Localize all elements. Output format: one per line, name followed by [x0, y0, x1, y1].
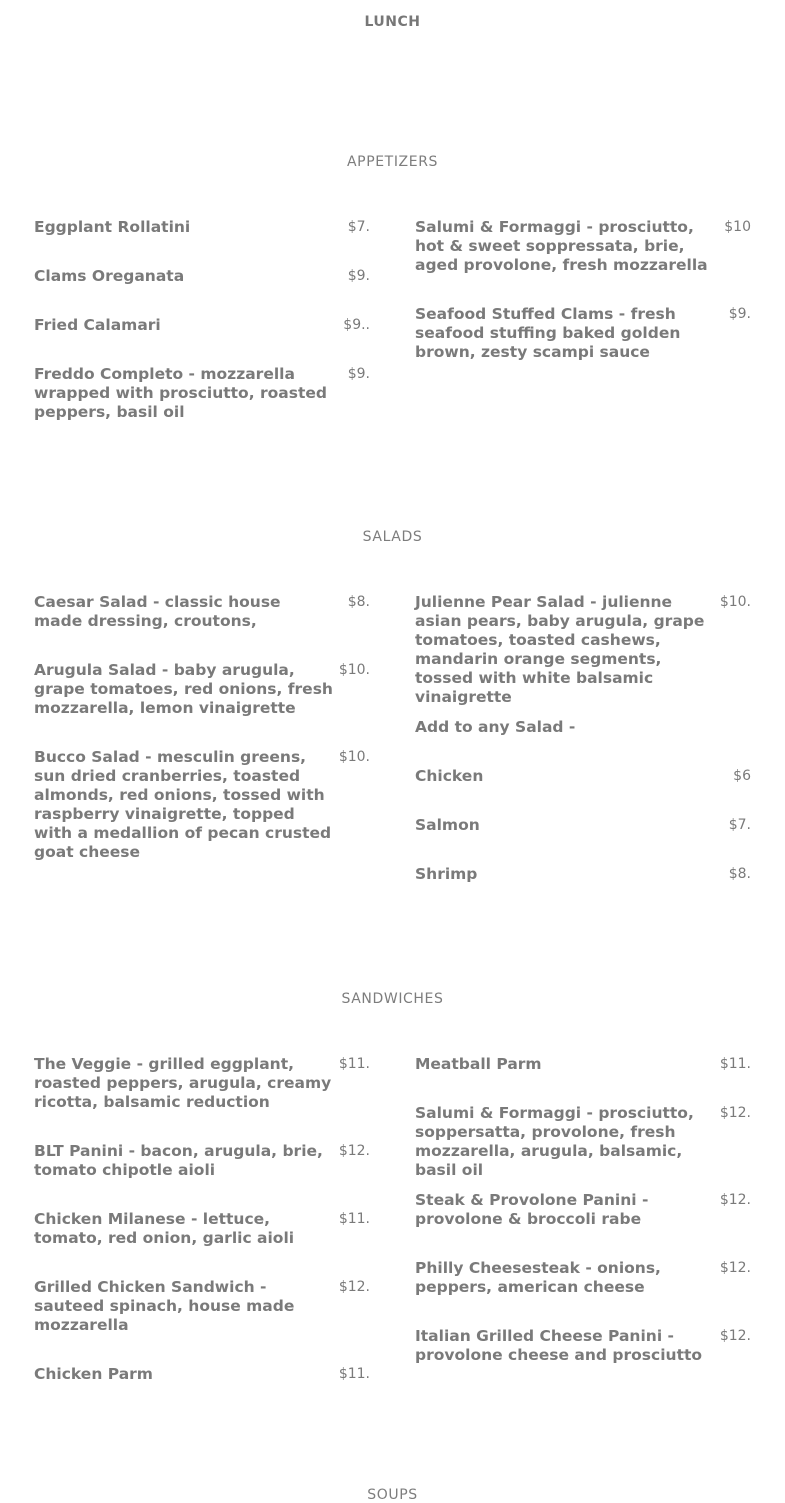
menu-item-name: Chicken Parm [34, 1365, 153, 1383]
menu-item [34, 1210, 370, 1248]
menu-item-price: $7. [728, 817, 751, 833]
menu-item-price: $9.. [343, 317, 370, 333]
menu-item [415, 1327, 751, 1365]
menu-item [34, 365, 370, 422]
menu-item-name: Bucco Salad - mesculin greens, sun dried cranberries, toasted almonds, red onions, tossed with raspberry vinaigrette, topped with a medallion of pecan crusted goat cheese [34, 748, 332, 861]
menu-item-name: Meatball Parm [415, 1055, 542, 1073]
menu-item [415, 718, 751, 737]
menu-item-price: $12. [338, 1279, 370, 1295]
menu-item-price: $9. [728, 306, 751, 322]
menu-item [415, 305, 751, 362]
menu-item-name: Eggplant Rollatini [34, 218, 191, 236]
menu-item [415, 218, 751, 275]
menu-item-name: Caesar Salad - classic house made dressing, croutons, [34, 593, 281, 630]
menu-item-price: $10 [724, 219, 751, 235]
menu-item-price: $12. [719, 1260, 751, 1276]
menu-item [34, 1365, 370, 1384]
section-heading-soups: SOUPS [367, 1487, 418, 1503]
menu-item-price: $8. [728, 866, 751, 882]
menu-item-price: $11. [338, 1366, 370, 1382]
menu-item-price: $10. [338, 749, 370, 765]
menu-item [34, 1278, 370, 1335]
section-heading-appetizers: APPETIZERS [346, 154, 439, 170]
menu-item [415, 593, 751, 707]
menu-item [34, 661, 370, 718]
menu-item-price: $12. [719, 1192, 751, 1208]
menu-item-name: Steak & Provolone Panini - provolone & broccoli rabe [415, 1191, 649, 1228]
section-heading-salads: SALADS [362, 529, 423, 545]
menu-item-price: $11. [719, 1056, 751, 1072]
menu-item [415, 816, 751, 835]
menu-item [34, 1055, 370, 1112]
section-heading-sandwiches: SANDWICHES [341, 991, 444, 1007]
menu-item [415, 865, 751, 884]
menu-item-name: Shrimp [415, 865, 478, 883]
menu-item-name: Seafood Stuffed Clams - fresh seafood stuffing baked golden brown, zesty scampi sauce [415, 305, 681, 361]
menu-item-name: Salumi & Formaggi - prosciutto, hot & sweet soppressata, brie, aged provolone, fresh mozzarella [415, 218, 708, 274]
menu-item-price: $8. [347, 594, 370, 610]
menu-item-price: $9. [347, 268, 370, 284]
menu-item [34, 593, 370, 631]
menu-item [34, 316, 370, 335]
menu-item-price: $6 [733, 768, 751, 784]
menu-item [34, 218, 370, 237]
menu-item-name: Salmon [415, 816, 480, 834]
menu-item-name: Grilled Chicken Sandwich - sauteed spinach, house made mozzarella [34, 1278, 295, 1334]
menu-item [34, 267, 370, 286]
menu-item-price: $12. [719, 1328, 751, 1344]
page-title: LUNCH [364, 14, 421, 30]
menu-item-price: $11. [338, 1056, 370, 1072]
menu-item [415, 1055, 751, 1074]
menu-item-name: Salumi & Formaggi - prosciutto, soppersatta, provolone, fresh mozzarella, arugula, balsamic, basil oil [415, 1104, 694, 1179]
menu-item-price: $10. [719, 594, 751, 610]
menu-item-name: Fried Calamari [34, 316, 161, 334]
menu-item-price: $11. [338, 1211, 370, 1227]
menu-item-price: $12. [719, 1105, 751, 1121]
menu-item-name: Philly Cheesesteak - onions, peppers, american cheese [415, 1259, 661, 1296]
menu-item [415, 1259, 751, 1297]
menu-item-name: Add to any Salad - [415, 718, 576, 736]
menu-item-name: Arugula Salad - baby arugula, grape tomatoes, red onions, fresh mozzarella, lemon vinaigrette [34, 661, 333, 717]
menu-item-name: Chicken [415, 767, 484, 785]
menu-item [34, 748, 370, 862]
menu-item-price: $12. [338, 1143, 370, 1159]
menu-item-name: Clams Oreganata [34, 267, 185, 285]
menu-item [415, 1104, 751, 1180]
menu-item-price: $10. [338, 662, 370, 678]
menu-item-name: BLT Panini - bacon, arugula, brie, tomato chipotle aioli [34, 1142, 323, 1179]
menu-item-name: Julienne Pear Salad - julienne asian pears, baby arugula, grape tomatoes, toasted cashews, mandarin orange segments, tossed with white balsamic vinaigrette [415, 593, 705, 706]
menu-item-name: The Veggie - grilled eggplant, roasted peppers, arugula, creamy ricotta, balsamic reduction [34, 1055, 332, 1111]
menu-item-price: $7. [347, 219, 370, 235]
menu-item-name: Freddo Completo - mozzarella wrapped with prosciutto, roasted peppers, basil oil [34, 365, 327, 421]
menu-item-name: Chicken Milanese - lettuce, tomato, red onion, garlic aioli [34, 1210, 295, 1247]
menu-item-price: $9. [347, 366, 370, 382]
menu-item [34, 1142, 370, 1180]
menu-item-name: Italian Grilled Cheese Panini - provolone cheese and prosciutto [415, 1327, 703, 1364]
menu-item [415, 767, 751, 786]
menu-item [415, 1191, 751, 1229]
